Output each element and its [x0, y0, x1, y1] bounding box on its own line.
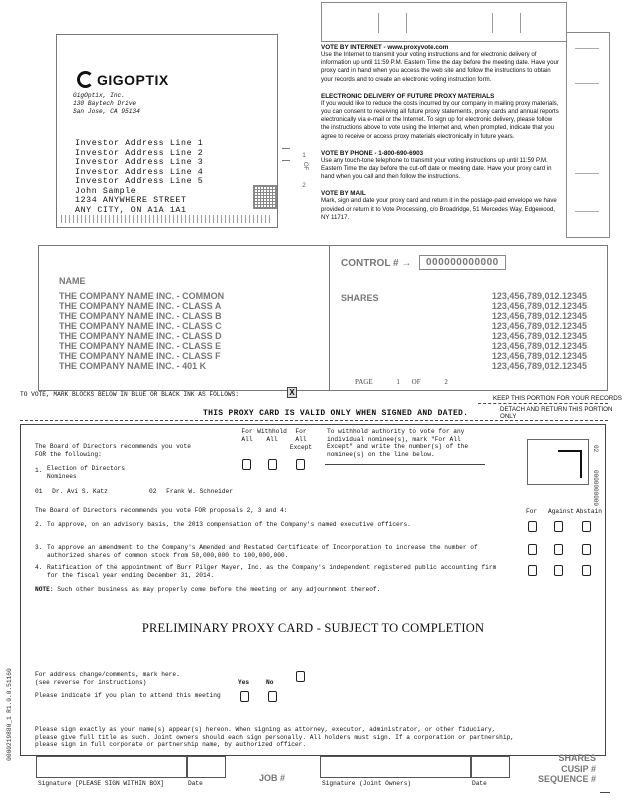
withhold-all-checkbox[interactable]	[268, 459, 277, 470]
barcode-grid-icon	[253, 185, 277, 209]
right-tick	[600, 792, 610, 793]
page-indicator: PAGE 1 OF 2	[355, 378, 448, 386]
attend-no-checkbox[interactable]	[268, 691, 277, 702]
electronic-delivery-body: If you would like to reduce the costs incurred by our company in mailing proxy materials, you can consent to receiving all future proxy statements, proxy cards and annual reports electronically via e-mail or the Internet. To sign up for electronic delivery, please follow the instructions above to vote using the Internet and, when prompted, indicate that you agree to receive or access proxy materials electronically in future years.	[321, 99, 559, 140]
signature-box[interactable]	[36, 756, 188, 778]
holder-name: John Sample	[75, 186, 137, 196]
fold-mark	[282, 148, 290, 149]
holder-street: 1234 ANYWHERE STREET	[75, 196, 187, 205]
board-recommendation-1: The Board of Directors recommends you vote FOR the following:	[35, 443, 191, 458]
ballot-card	[20, 424, 606, 756]
keep-portion: KEEP THIS PORTION FOR YOUR RECORDS	[493, 395, 622, 402]
col-withhold-all: Withhold All	[257, 428, 287, 443]
vote-internet-title: VOTE BY INTERNET - www.proxyvote.com	[321, 44, 449, 51]
share-value: 123,456,789,012.12345	[491, 361, 587, 371]
arrow-right-icon: →	[401, 258, 412, 269]
company-row: THE COMPANY NAME INC. - CLASS E	[59, 341, 222, 351]
investor-line: Investor Address Line 3	[75, 158, 204, 167]
col-for: For	[526, 508, 538, 515]
company-address-2: San Jose, CA 95134	[73, 108, 140, 115]
shares-list	[419, 291, 587, 371]
company-row: THE COMPANY NAME INC. - CLASS B	[59, 311, 222, 321]
shares-label: SHARES	[341, 293, 379, 303]
withhold-instructions: To withhold authority to vote for any individual nominee(s), mark "For All Except" and write the number(s) of the nominee(s) on the line below.	[327, 428, 469, 458]
date-box-1[interactable]	[186, 756, 226, 778]
attend-yes-checkbox[interactable]	[240, 691, 249, 702]
electronic-delivery-title: ELECTRONIC DELIVERY OF FUTURE PROXY MATERIALS	[321, 92, 495, 100]
proposal-2-abstain-checkbox[interactable]	[582, 521, 591, 532]
tracking-labels	[520, 753, 596, 785]
share-value: 123,456,789,012.12345	[491, 351, 587, 361]
proposal-2-for-checkbox[interactable]	[528, 521, 537, 532]
nominee-2: 02 Frank W. Schneider	[149, 488, 233, 495]
shares-tracking-label: SHARES	[558, 753, 596, 763]
right-code: 02 0000000000	[592, 445, 599, 506]
cusip-label: CUSIP #	[561, 763, 596, 774]
control-label: CONTROL # →	[341, 258, 412, 269]
detach-portion: DETACH AND RETURN THIS PORTION ONLY	[500, 406, 613, 420]
share-value: 123,456,789,012.12345	[491, 321, 587, 331]
item-1-num: 1.	[35, 467, 43, 474]
attend-meeting-label: Please indicate if you plan to attend this meeting	[35, 692, 221, 699]
item-1-label: Election of Directors Nominees	[47, 465, 125, 480]
company-logo: GIGOPTIX	[77, 71, 169, 88]
vote-internet-body: Use the Internet to transmit your voting instructions and for electronic delivery of information up until 11:59 P.M. Eastern Time the day before the meeting date. Have your proxy card in hand when you access the web site and follow the instructions to obtain your records and to create an electronic voting instruction form.	[321, 51, 559, 83]
proposal-2-text: To approve, on an advisory basis, the 2013 compensation of the Company's named executive officers.	[47, 521, 411, 528]
tear-line	[478, 403, 608, 404]
proposal-4-for-checkbox[interactable]	[528, 565, 537, 576]
col-abstain: Abstain	[576, 508, 602, 515]
job-label: JOB #	[259, 773, 286, 783]
share-value: 123,456,789,012.12345	[491, 331, 587, 341]
share-value: 123,456,789,012.12345	[491, 301, 587, 311]
col-against: Against	[548, 508, 574, 515]
for-all-checkbox[interactable]	[242, 459, 251, 470]
col-no: No	[266, 679, 274, 686]
withhold-write-line	[325, 464, 485, 465]
share-value: 123,456,789,012.12345	[491, 311, 587, 321]
company-list	[59, 291, 224, 371]
postal-ruler	[61, 215, 273, 223]
company-row: THE COMPANY NAME INC. - COMMON	[59, 291, 225, 301]
proposal-4-num: 4.	[35, 564, 43, 571]
investor-line: Investor Address Line 1	[75, 139, 204, 148]
control-number: 000000000000	[419, 255, 506, 270]
company-row: THE COMPANY NAME INC. - CLASS F	[59, 351, 221, 361]
proposal-4-abstain-checkbox[interactable]	[582, 565, 591, 576]
investor-line: Investor Address Line 2	[75, 148, 204, 158]
voting-instructions	[321, 38, 561, 222]
vote-mail-title: VOTE BY MAIL	[321, 190, 366, 198]
proposal-3-abstain-checkbox[interactable]	[582, 544, 591, 555]
holdings-box	[38, 245, 608, 391]
signature-joint-label: Signature (Joint Owners)	[322, 780, 412, 787]
nominee-1: 01 Dr. Avi S. Katz	[35, 488, 108, 495]
investor-line: Investor Address Line 4	[75, 167, 204, 177]
address-change-checkbox[interactable]	[296, 671, 305, 682]
address-change-label: For address change/comments, mark here. (see reverse for instructions)	[35, 671, 180, 686]
proposal-2-against-checkbox[interactable]	[554, 521, 563, 532]
fold-mark	[282, 160, 290, 161]
vote-phone-title: VOTE BY PHONE - 1-800-690-6903	[321, 149, 424, 157]
proposal-4-against-checkbox[interactable]	[554, 565, 563, 576]
col-for-all-except: For All Except	[289, 428, 313, 451]
vote-mail-body: Mark, sign and date your proxy card and return it in the postage-paid envelope we have provided or return it to Vote Processing, c/o Broadridge, 51 Mercedes Way, Edgewood, NY 11717.	[321, 197, 557, 221]
investor-address-block	[75, 139, 203, 215]
page-indicator-side: 1 OF 2	[302, 153, 308, 190]
sign-instructions: Please sign exactly as your name(s) appear(s) hereon. When signing as attorney, executor, administrator, or other fiduciary, please give full title as such. Joint owners should each sign personally. All holders must sign. If a corporation or partnership, please sign in full corporate or partnership name, by authorized officer.	[35, 726, 514, 748]
proposal-2-num: 2.	[35, 521, 43, 528]
col-for-all: For All	[241, 428, 253, 443]
share-value: 123,456,789,012.12345	[491, 291, 587, 301]
company-row: THE COMPANY NAME INC. - CLASS D	[59, 331, 222, 341]
company-row: THE COMPANY NAME INC. - 401 K	[59, 361, 207, 371]
proposal-3-against-checkbox[interactable]	[554, 544, 563, 555]
perforation-line	[20, 420, 608, 421]
envelope-window-right	[566, 32, 610, 238]
company-name: GigOptix, Inc.	[73, 92, 125, 99]
proposal-3-text: To approve an amendment to the Company's Amended and Restated Certificate of Incorporation to increase the number of authorized shares of common stock from 50,000,000 to 100,000,000.	[47, 544, 478, 559]
date-label-2: Date	[472, 780, 487, 787]
investor-line: Investor Address Line 5	[75, 177, 204, 186]
date-label-1: Date	[188, 780, 203, 787]
company-address-1: 130 Baytech Drive	[73, 100, 137, 107]
col-yes: Yes	[238, 679, 250, 686]
signature-joint-box[interactable]	[320, 756, 472, 778]
envelope-window-top	[321, 2, 567, 42]
signature-label: Signature [PLEASE SIGN WITHIN BOX]	[38, 780, 165, 787]
holder-city: ANY CITY, ON A1A 1A1	[75, 205, 187, 215]
name-label: NAME	[59, 276, 86, 286]
proposal-3-num: 3.	[35, 544, 43, 551]
valid-notice: THIS PROXY CARD IS VALID ONLY WHEN SIGNED AND DATED.	[203, 409, 469, 418]
mark-instructions: TO VOTE, MARK BLOCKS BELOW IN BLUE OR BLACK INK AS FOLLOWS:	[20, 391, 240, 398]
company-row: THE COMPANY NAME INC. - CLASS A	[59, 301, 222, 311]
vote-phone-body: Use any touch-tone telephone to transmit your voting instructions up until 11:59 P.M. Eastern Time the day before the cut-off date or meeting date. Have your proxy card in hand when you call and then follow the instructions.	[321, 156, 552, 181]
preliminary-banner: PRELIMINARY PROXY CARD - SUBJECT TO COMPLETION	[141, 621, 485, 635]
corner-box	[527, 439, 589, 485]
side-code: 0000219880_1 R1.0.0.51160	[6, 668, 13, 761]
address-stub	[56, 34, 278, 228]
proposal-4-text: Ratification of the appointment of Burr Pilger Mayer, Inc. as the Company's independent registered public accounting firm for the fiscal year ending December 31, 2014.	[47, 564, 497, 579]
sample-mark: X	[287, 387, 297, 398]
date-box-2[interactable]	[470, 756, 510, 778]
sequence-label: SEQUENCE #	[537, 774, 596, 784]
logo-mark-icon	[77, 71, 94, 88]
note: NOTE: Such other business as may properly come before the meeting or any adjournment thereof.	[35, 586, 381, 593]
company-row: THE COMPANY NAME INC. - CLASS C	[59, 321, 222, 331]
for-all-except-checkbox[interactable]	[296, 459, 305, 470]
board-recommendation-2: The Board of Directors recommends you vote FOR proposals 2, 3 and 4:	[35, 507, 288, 514]
proposal-3-for-checkbox[interactable]	[528, 544, 537, 555]
share-value: 123,456,789,012.12345	[491, 341, 587, 351]
